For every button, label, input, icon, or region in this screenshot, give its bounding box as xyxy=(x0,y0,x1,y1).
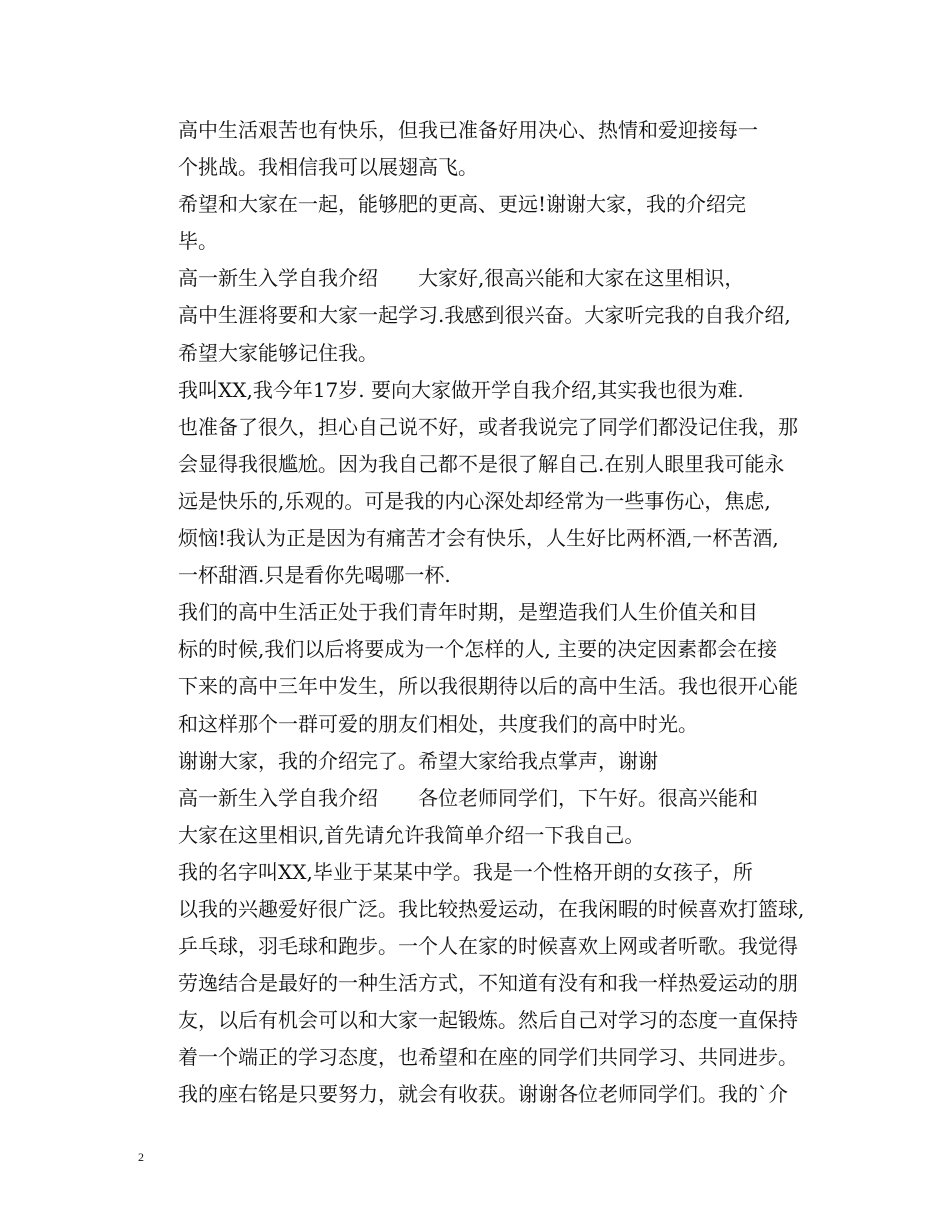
text-line: 毕。 xyxy=(178,229,218,254)
text-line: 个挑战。我相信我可以展翅高飞。 xyxy=(178,155,478,180)
paragraph xyxy=(138,743,818,780)
text-line: 希望和大家在一起，能够肥的更高、更远!谢谢大家，我的介绍完 xyxy=(178,192,747,217)
text-line: 烦恼!我认为正是因为有痛苦才会有快乐，人生好比两杯酒,一杯苦酒, xyxy=(178,526,779,551)
text-line: 高一新生入学自我介绍 各位老师同学们，下午好。很高兴能和 xyxy=(178,785,758,810)
paragraph xyxy=(138,112,818,186)
text-line: 高中生活艰苦也有快乐，但我已准备好用决心、热情和爱迎接每一 xyxy=(178,118,758,142)
text-line: 着一个端正的学习态度，也希望和在座的同学们共同学习、共同进步。 xyxy=(178,1045,798,1070)
paragraph xyxy=(138,780,818,854)
text-line: 劳逸结合是最好的一种生活方式，不知道有没有和我一样热爱运动的朋 xyxy=(178,971,798,996)
text-line: 友，以后有机会可以和大家一起锻炼。然后自己对学习的态度一直保持 xyxy=(178,1008,798,1033)
text-line: 以我的兴趣爱好很广泛。我比较热爱运动，在我闲暇的时候喜欢打篮球, xyxy=(178,896,805,921)
text-line: 高中生涯将要和大家一起学习.我感到很兴奋。大家听完我的自我介绍, xyxy=(178,303,791,328)
text-line: 标的时候,我们以后将要成为一个怎样的人, 主要的决定因素都会在接 xyxy=(178,637,778,662)
text-line: 我们的高中生活正处于我们青年时期，是塑造我们人生价值关和目 xyxy=(178,600,758,625)
text-line: 远是快乐的,乐观的。可是我的内心深处却经常为一些事伤心，焦虑, xyxy=(178,488,771,513)
page-number: 2 xyxy=(138,1150,144,1164)
text-line: 下来的高中三年中发生，所以我很期待以后的高中生活。我也很开心能 xyxy=(178,674,798,699)
paragraph xyxy=(138,854,818,1114)
text-line: 我的座右铭是只要努力，就会有收获。谢谢各位老师同学们。我的`介 xyxy=(178,1082,788,1107)
text-line: 一杯甜酒.只是看你先喝哪一杯. xyxy=(178,563,451,588)
text-line: 我叫XX,我今年17岁. 要向大家做开学自我介绍,其实我也很为难. xyxy=(178,377,744,402)
text-line: 我的名字叫XX,毕业于某某中学。我是一个性格开朗的女孩子，所 xyxy=(178,859,753,884)
paragraph xyxy=(138,594,818,742)
paragraph xyxy=(138,186,818,260)
paragraph xyxy=(138,260,818,371)
text-line: 高一新生入学自我介绍 大家好,很高兴能和大家在这里相识， xyxy=(178,266,745,291)
text-line: 乒乓球，羽毛球和跑步。一个人在家的时候喜欢上网或者听歌。我觉得 xyxy=(178,934,798,959)
paragraph xyxy=(138,372,818,595)
text-line: 大家在这里相识,首先请允许我简单介绍一下我自己。 xyxy=(178,822,645,847)
text-line: 希望大家能够记住我。 xyxy=(178,340,378,365)
text-line: 也准备了很久，担心自己说不好，或者我说完了同学们都没记住我，那 xyxy=(178,414,798,439)
text-line: 会显得我很尴尬。因为我自己都不是很了解自己.在别人眼里我可能永 xyxy=(178,451,785,476)
document-body xyxy=(138,112,818,1114)
text-line: 和这样那个一群可爱的朋友们相处，共度我们的高中时光。 xyxy=(178,711,698,736)
text-line: 谢谢大家，我的介绍完了。希望大家给我点掌声，谢谢 xyxy=(178,748,658,773)
